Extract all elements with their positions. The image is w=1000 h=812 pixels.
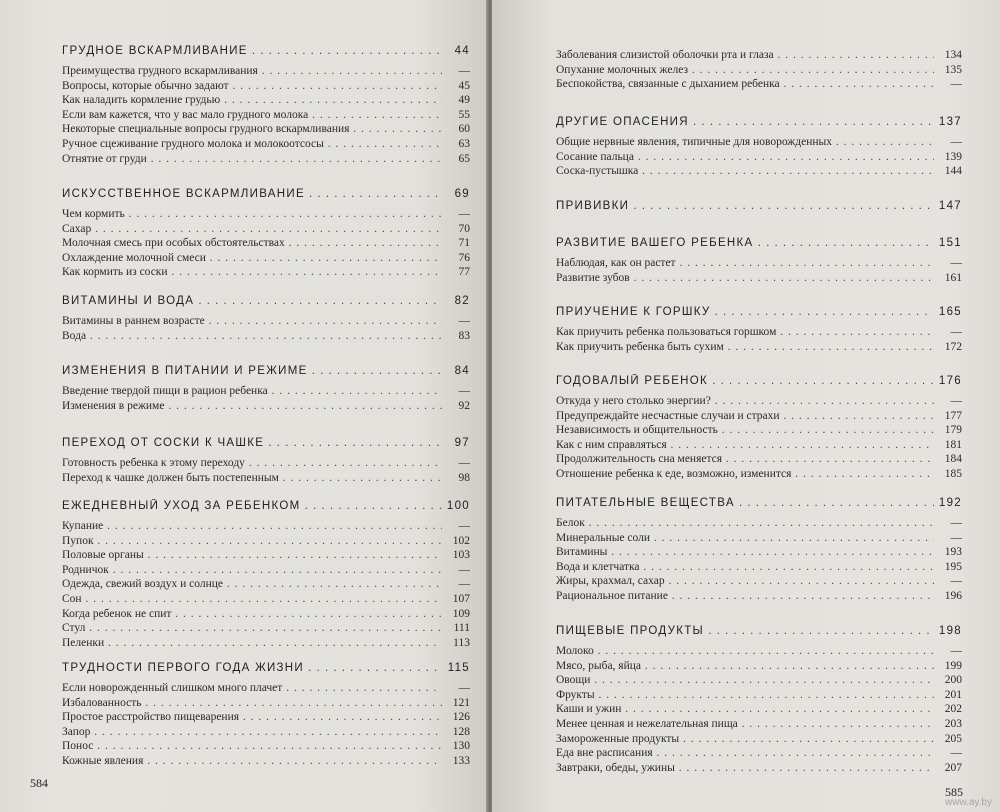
toc-entry <box>556 574 962 589</box>
toc-heading-page: 97 <box>454 437 470 449</box>
toc-entry-page: 203 <box>944 718 962 730</box>
toc-entry-label: Готовность ребенка к этому переходу . . . <box>62 456 442 471</box>
toc-entry <box>556 673 962 688</box>
toc-entry-page: 111 <box>453 622 470 635</box>
toc-entry-label: Заболевания слизистой оболочки рта и глаза . . . <box>556 48 934 63</box>
toc-entry <box>556 63 962 78</box>
watermark: www.ay.by <box>944 797 992 808</box>
toc-entry-page: — <box>950 78 962 91</box>
toc-heading <box>62 44 470 59</box>
toc-entry-label: Белок . . . <box>556 516 934 531</box>
toc-entry-page: — <box>458 65 470 77</box>
toc-entry-label: Фрукты . . . <box>556 688 934 703</box>
toc-entry-page: — <box>950 326 962 338</box>
toc-entry-page: — <box>458 457 470 469</box>
toc-entry-page: 49 <box>458 94 470 107</box>
toc-entry <box>62 222 470 237</box>
toc-entry-label: Как наладить кормление грудью . . . <box>62 93 442 108</box>
toc-entry-page: — <box>458 682 470 694</box>
toc-entry-page: 193 <box>944 546 962 559</box>
toc-entry-label: Некоторые специальные вопросы грудного вскармливания . . . <box>62 122 442 137</box>
toc-entry-label: Охлаждение молочной смеси . . . <box>62 251 442 266</box>
toc-entry <box>556 409 962 424</box>
toc-entry <box>556 688 962 703</box>
toc-entry-page: 144 <box>944 165 962 178</box>
toc-heading-page: 165 <box>938 306 962 318</box>
toc-entry-label: Жиры, крахмал, сахар . . . <box>556 574 934 589</box>
toc-heading-title: ИЗМЕНЕНИЯ В ПИТАНИИ И РЕЖИМЕ . . . <box>62 364 442 379</box>
toc-heading <box>556 374 962 389</box>
toc-entry <box>556 732 962 747</box>
toc-heading <box>62 436 470 451</box>
toc-entry <box>62 577 470 592</box>
toc-heading <box>62 294 470 309</box>
toc-entry-label: Сахар . . . <box>62 222 442 237</box>
toc-entry-label: Каши и ужин . . . <box>556 702 934 717</box>
toc-entry <box>556 164 962 179</box>
right-toc <box>556 48 962 788</box>
toc-entry-page: 77 <box>458 266 470 279</box>
toc-entry-page: 103 <box>452 549 470 562</box>
toc-heading <box>556 496 962 511</box>
toc-entry-label: Отнятие от груди . . . <box>62 152 442 167</box>
toc-entry <box>62 108 470 123</box>
toc-entry-label: Стул . . . <box>62 621 442 636</box>
toc-entry <box>62 725 470 740</box>
toc-entry-label: Овощи . . . <box>556 673 934 688</box>
toc-entry-page: — <box>458 578 470 591</box>
toc-entry-label: Наблюдая, как он растет . . . <box>556 256 934 271</box>
toc-entry-label: Общие нервные явления, типичные для новорожденных . . . <box>556 135 934 150</box>
toc-heading <box>556 199 962 214</box>
toc-entry-page: 201 <box>944 688 962 701</box>
toc-entry-label: Купание . . . <box>62 519 442 534</box>
toc-heading-title: РАЗВИТИЕ ВАШЕГО РЕБЕНКА . . . <box>556 236 934 251</box>
toc-entry-label: Пеленки . . . <box>62 636 442 651</box>
toc-entry-label: Как с ним справляться . . . <box>556 438 934 453</box>
toc-entry <box>62 607 470 622</box>
toc-entry-page: 76 <box>458 251 470 264</box>
toc-entry <box>62 93 470 108</box>
toc-entry-page: 172 <box>944 340 962 353</box>
toc-entry-page: 134 <box>944 49 962 61</box>
toc-heading-title: ЕЖЕДНЕВНЫЙ УХОД ЗА РЕБЕНКОМ . . . <box>62 499 442 514</box>
toc-entry-page: — <box>950 747 962 760</box>
toc-entry <box>556 659 962 674</box>
toc-entry <box>62 314 470 329</box>
toc-heading <box>556 624 962 639</box>
toc-entry-label: Рациональное питание . . . <box>556 589 934 604</box>
toc-entry <box>556 746 962 761</box>
toc-entry-page: 199 <box>944 659 962 672</box>
toc-entry <box>556 452 962 467</box>
toc-entry-page: — <box>950 645 962 657</box>
toc-entry <box>62 739 470 754</box>
toc-entry <box>62 384 470 399</box>
toc-entry-page: 83 <box>458 329 470 342</box>
toc-entry-label: Сосание пальца . . . <box>556 150 934 165</box>
toc-heading-page: 44 <box>454 45 470 57</box>
toc-entry <box>62 251 470 266</box>
toc-entry <box>556 761 962 776</box>
toc-entry <box>556 256 962 271</box>
right-folio: 585 <box>945 785 963 799</box>
left-page <box>0 0 488 812</box>
left-folio: 584 <box>30 776 48 790</box>
toc-heading-title: ПРИУЧЕНИЕ К ГОРШКУ . . . <box>556 305 934 320</box>
toc-entry <box>62 534 470 549</box>
toc-entry-page: — <box>950 517 962 529</box>
toc-heading-page: 100 <box>446 500 470 512</box>
toc-entry <box>62 636 470 651</box>
toc-entry <box>62 152 470 167</box>
toc-entry-label: Запор . . . <box>62 725 442 740</box>
toc-entry-label: Изменения в режиме . . . <box>62 399 442 414</box>
toc-entry-label: Как приучить ребенка быть сухим . . . <box>556 340 934 355</box>
toc-entry-page: 177 <box>944 409 962 422</box>
toc-entry-page: 161 <box>944 271 962 284</box>
toc-entry-label: Вопросы, которые обычно задают . . . <box>62 79 442 94</box>
toc-heading-page: 176 <box>938 375 962 387</box>
toc-entry-page: 71 <box>458 237 470 250</box>
toc-entry <box>62 621 470 636</box>
toc-entry <box>62 754 470 769</box>
toc-entry <box>62 137 470 152</box>
toc-entry <box>556 135 962 150</box>
toc-entry-label: Как кормить из соски . . . <box>62 265 442 280</box>
toc-entry <box>62 681 470 696</box>
toc-entry <box>556 560 962 575</box>
toc-entry-page: 128 <box>452 725 470 738</box>
toc-entry <box>62 207 470 222</box>
toc-entry <box>62 399 470 414</box>
toc-entry <box>556 48 962 63</box>
toc-entry-label: Вода и клетчатка . . . <box>556 560 934 575</box>
toc-entry-label: Соска-пустышка . . . <box>556 164 934 179</box>
toc-heading-page: 147 <box>938 200 962 212</box>
toc-heading-title: ПИТАТЕЛЬНЫЕ ВЕЩЕСТВА . . . <box>556 496 934 511</box>
toc-entry-page: 130 <box>452 740 470 753</box>
toc-entry-page: 70 <box>458 222 470 235</box>
toc-heading <box>556 115 962 130</box>
toc-heading-title: ГРУДНОЕ ВСКАРМЛИВАНИЕ . . . <box>62 44 442 59</box>
toc-entry-page: 107 <box>452 593 470 605</box>
toc-entry-label: Переход к чашке должен быть постепенным . . . <box>62 471 442 486</box>
toc-heading-title: ДРУГИЕ ОПАСЕНИЯ . . . <box>556 115 934 130</box>
toc-heading-page: 84 <box>454 365 470 377</box>
toc-entry <box>556 644 962 659</box>
toc-heading-title: ТРУДНОСТИ ПЕРВОГО ГОДА ЖИЗНИ . . . <box>62 661 442 676</box>
toc-entry <box>62 710 470 725</box>
toc-entry-page: — <box>950 531 962 544</box>
toc-entry-label: Откуда у него столько энергии? . . . <box>556 394 934 409</box>
toc-entry-page: 133 <box>452 755 470 767</box>
toc-entry-page: 202 <box>944 703 962 716</box>
toc-entry-page: 207 <box>944 761 962 774</box>
toc-entry <box>62 519 470 534</box>
toc-entry-page: 55 <box>458 108 470 121</box>
right-page <box>492 0 1000 812</box>
toc-entry-label: Преимущества грудного вскармливания . . . <box>62 64 442 79</box>
toc-entry-label: Минеральные соли . . . <box>556 531 934 546</box>
toc-heading-page: 151 <box>938 237 962 249</box>
toc-entry <box>556 77 962 92</box>
toc-entry-page: 121 <box>452 696 470 709</box>
toc-entry <box>556 438 962 453</box>
toc-entry-label: Продолжительность сна меняется . . . <box>556 452 934 467</box>
toc-entry <box>62 471 470 486</box>
toc-entry-page: — <box>458 315 470 327</box>
toc-entry <box>62 696 470 711</box>
toc-entry-label: Введение твердой пищи в рацион ребенка . . . <box>62 384 442 399</box>
toc-entry-page: 126 <box>452 711 470 724</box>
toc-entry <box>62 329 470 344</box>
toc-heading-title: ВИТАМИНЫ И ВОДА . . . <box>62 294 442 309</box>
toc-entry <box>556 589 962 604</box>
toc-entry-label: Молоко . . . <box>556 644 934 659</box>
toc-heading <box>62 661 470 676</box>
toc-heading-title: ГОДОВАЛЫЙ РЕБЕНОК . . . <box>556 374 934 389</box>
toc-entry-label: Менее ценная и нежелательная пища . . . <box>556 717 934 732</box>
toc-entry <box>556 340 962 355</box>
toc-entry-label: Замороженные продукты . . . <box>556 732 934 747</box>
toc-heading <box>556 305 962 320</box>
toc-entry <box>62 563 470 578</box>
toc-entry-page: 196 <box>944 590 962 602</box>
toc-entry-label: Одежда, свежий воздух и солнце . . . <box>62 577 442 592</box>
toc-entry-label: Как приучить ребенка пользоваться горшком . . . <box>556 325 934 340</box>
toc-entry <box>556 325 962 340</box>
toc-entry-label: Кожные явления . . . <box>62 754 442 769</box>
toc-entry <box>556 423 962 438</box>
toc-entry-page: 45 <box>458 79 470 92</box>
toc-entry-page: 92 <box>458 399 470 412</box>
toc-entry-page: 181 <box>944 438 962 451</box>
toc-entry <box>556 394 962 409</box>
toc-heading <box>62 499 470 514</box>
toc-entry-label: Когда ребенок не спит . . . <box>62 607 442 622</box>
toc-entry <box>62 592 470 607</box>
toc-entry <box>556 717 962 732</box>
toc-entry-label: Витамины в раннем возрасте . . . <box>62 314 442 329</box>
toc-entry-label: Избалованность . . . <box>62 696 442 711</box>
toc-entry <box>556 467 962 482</box>
toc-entry-label: Опухание молочных желез . . . <box>556 63 934 78</box>
toc-heading-title: ПИЩЕВЫЕ ПРОДУКТЫ . . . <box>556 624 934 639</box>
toc-heading-page: 69 <box>454 188 470 200</box>
toc-entry-page: — <box>458 208 470 220</box>
toc-entry-label: Понос . . . <box>62 739 442 754</box>
toc-entry-page: — <box>950 575 962 588</box>
toc-entry <box>62 456 470 471</box>
toc-entry-label: Витамины . . . <box>556 545 934 560</box>
toc-entry <box>556 531 962 546</box>
toc-entry <box>62 79 470 94</box>
toc-entry-label: Завтраки, обеды, ужины . . . <box>556 761 934 776</box>
toc-entry-page: — <box>950 257 962 269</box>
toc-entry-label: Предупреждайте несчастные случаи и страхи . . . <box>556 409 934 424</box>
toc-entry <box>556 150 962 165</box>
toc-entry-label: Независимость и общительность . . . <box>556 423 934 438</box>
toc-entry-page: 184 <box>944 453 962 466</box>
toc-entry-page: 60 <box>458 123 470 136</box>
toc-heading <box>556 236 962 251</box>
toc-entry-label: Половые органы . . . <box>62 548 442 563</box>
toc-entry-label: Мясо, рыба, яйца . . . <box>556 659 934 674</box>
toc-entry <box>556 516 962 531</box>
toc-entry <box>62 122 470 137</box>
toc-entry <box>62 64 470 79</box>
toc-entry-page: 139 <box>944 150 962 163</box>
toc-entry-page: 113 <box>453 636 470 649</box>
toc-entry-label: Еда вне расписания . . . <box>556 746 934 761</box>
toc-entry-page: 195 <box>944 560 962 573</box>
toc-heading-page: 115 <box>447 662 470 674</box>
left-toc <box>62 44 470 784</box>
toc-entry-label: Отношение ребенка к еде, возможно, изменится . . . <box>556 467 934 482</box>
toc-entry-page: 205 <box>944 732 962 745</box>
toc-entry-label: Если новорожденный слишком много плачет . . . <box>62 681 442 696</box>
toc-entry <box>556 545 962 560</box>
toc-entry-page: 102 <box>452 534 470 547</box>
toc-entry-page: 200 <box>944 674 962 687</box>
toc-heading-title: ПРИВИВКИ . . . <box>556 199 934 214</box>
toc-entry-label: Чем кормить . . . <box>62 207 442 222</box>
toc-entry-page: — <box>458 563 470 576</box>
toc-entry-page: — <box>950 136 962 148</box>
toc-entry-label: Простое расстройство пищеварения . . . <box>62 710 442 725</box>
toc-heading-page: 137 <box>938 116 962 128</box>
toc-entry-page: 63 <box>458 138 470 150</box>
toc-entry-label: Ручное сцеживание грудного молока и молокоотсосы . . . <box>62 137 442 152</box>
toc-entry-page: 135 <box>944 63 962 76</box>
toc-entry-label: Родничок . . . <box>62 563 442 578</box>
toc-entry-page: — <box>950 395 962 407</box>
toc-entry-label: Вода . . . <box>62 329 442 344</box>
toc-entry-page: 179 <box>944 424 962 437</box>
toc-entry <box>62 236 470 251</box>
toc-entry-page: — <box>458 385 470 397</box>
toc-heading-title: ИСКУССТВЕННОЕ ВСКАРМЛИВАНИЕ . . . <box>62 187 442 202</box>
toc-heading-title: ПЕРЕХОД ОТ СОСКИ К ЧАШКЕ . . . <box>62 436 442 451</box>
toc-entry-label: Пупок . . . <box>62 534 442 549</box>
toc-heading-page: 82 <box>454 295 470 307</box>
toc-entry-page: 109 <box>452 607 470 620</box>
toc-heading-page: 192 <box>938 497 962 509</box>
toc-entry-page: 98 <box>458 471 470 484</box>
toc-entry <box>556 702 962 717</box>
toc-entry-label: Молочная смесь при особых обстоятельствах . . . <box>62 236 442 251</box>
toc-entry <box>62 265 470 280</box>
toc-entry-label: Если вам кажется, что у вас мало грудного молока . . . <box>62 108 442 123</box>
toc-entry-page: 65 <box>458 152 470 165</box>
toc-entry-page: — <box>458 520 470 532</box>
toc-heading-page: 198 <box>938 625 962 637</box>
toc-entry-page: 185 <box>944 468 962 480</box>
toc-entry <box>556 271 962 286</box>
toc-heading <box>62 364 470 379</box>
toc-entry-label: Развитие зубов . . . <box>556 271 934 286</box>
toc-entry-label: Беспокойства, связанные с дыханием ребенка . . . <box>556 77 934 92</box>
toc-entry <box>62 548 470 563</box>
toc-heading <box>62 187 470 202</box>
toc-entry-label: Сон . . . <box>62 592 442 607</box>
